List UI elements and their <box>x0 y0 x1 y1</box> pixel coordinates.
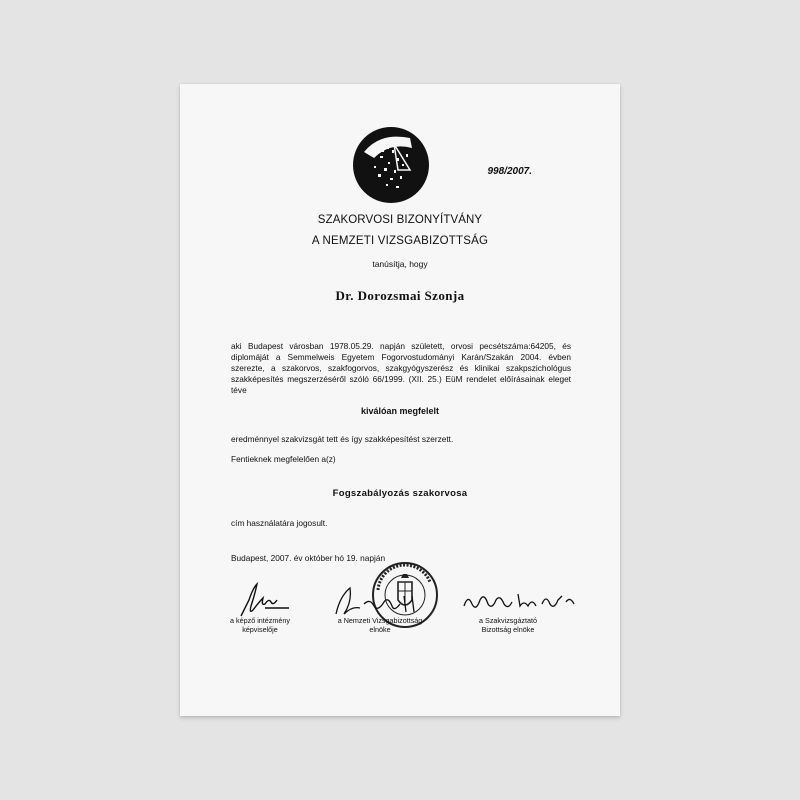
specialty-title: Fogszabályozás szakorvosa <box>332 488 468 499</box>
exam-result: kiválóan megfelelt <box>360 406 440 416</box>
signature-3-icon <box>460 586 580 614</box>
certificate-title: SZAKORVOSI BIZONYÍTVÁNY <box>317 214 483 226</box>
according-line: Fentieknek megfelelően a(z) <box>231 454 336 464</box>
signature-caption-training-institution: a képző intézmény képviselője <box>230 616 290 634</box>
issuer-title: A NEMZETI VIZSGABIZOTTSÁG <box>311 235 489 247</box>
signature-caption-national-board: a Nemzeti Vizsgabizottság elnöke <box>337 616 423 634</box>
signature-caption-exam-committee: a Szakvizsgáztató Bizottság elnöke <box>479 616 537 634</box>
title-use-line: cím használatára jogosult. <box>231 518 328 528</box>
exam-line: eredménnyel szakvizsgát tett és így szakképesítést szerzett. <box>231 434 454 444</box>
signature-2-icon <box>330 584 430 620</box>
date-line: Budapest, 2007. év október hó 19. napján <box>231 553 386 563</box>
certifies-text: tanúsítja, hogy <box>372 259 428 269</box>
certificate-paper <box>180 84 620 716</box>
document-number: 998/2007. <box>487 166 532 177</box>
emblem-logo-icon <box>350 124 432 206</box>
certificate-body-paragraph: aki Budapest városban 1978.05.29. napján született, orvosi pecsétszáma:64205, és diplomáját a Semmelweis Egyetem Fogorvostudományi Karán/Szakán 2004. évben szerezte, a szakorvos, szakfogorvos, szakgyógyszerész és klinikai szakpszichológus szakképesítés megszerzéséről szóló 66/1999. (XII. 25.) EüM rendelet előírásainak eleget téve <box>231 341 571 395</box>
holder-name: Dr. Dorozsmai Szonja <box>335 288 465 303</box>
